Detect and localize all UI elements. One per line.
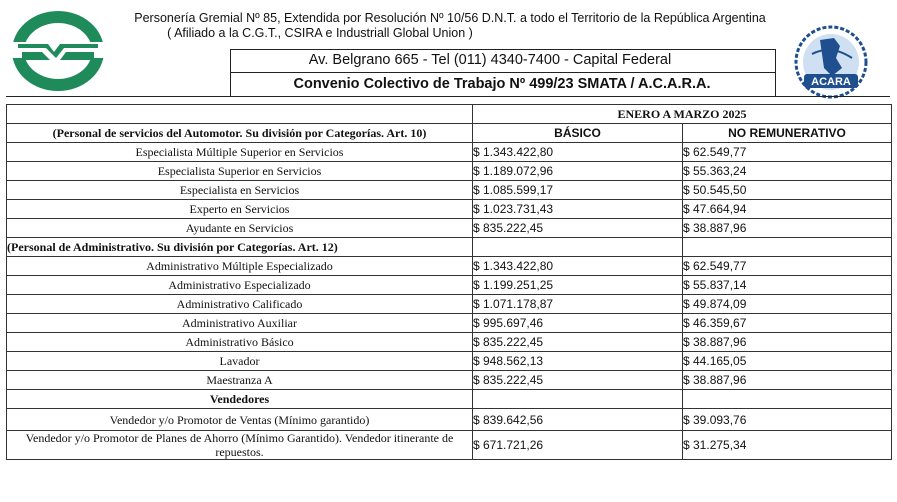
basico-cell: $ 835.222,45	[473, 333, 683, 352]
salary-table	[6, 104, 892, 460]
noremun-cell: $ 49.874,09	[683, 295, 892, 314]
table-row	[7, 181, 892, 200]
table-row	[7, 257, 892, 276]
basico-cell: $ 995.697,46	[473, 314, 683, 333]
col-basico-header: BÁSICO	[473, 124, 683, 143]
header-divider	[6, 96, 890, 97]
basico-cell: $ 671.721,26	[473, 431, 683, 460]
smata-logo	[8, 8, 108, 94]
table-row	[7, 200, 892, 219]
basico-cell: $ 1.071.178,87	[473, 295, 683, 314]
noremun-cell: $ 38.887,96	[683, 333, 892, 352]
section-admin-title: (Personal de Administrativo. Su división por Categorías. Art. 12)	[7, 238, 473, 257]
noremun-cell: $ 46.359,67	[683, 314, 892, 333]
category-cell: Maestranza A	[7, 371, 473, 390]
basico-cell: $ 1.189.072,96	[473, 162, 683, 181]
category-cell: Ayudante en Servicios	[7, 219, 473, 238]
noremun-cell: $ 39.093,76	[683, 409, 892, 431]
category-cell: Experto en Servicios	[7, 200, 473, 219]
table-row	[7, 333, 892, 352]
col-noremun-header: NO REMUNERATIVO	[683, 124, 892, 143]
category-cell: Especialista en Servicios	[7, 181, 473, 200]
basico-cell: $ 948.562,13	[473, 352, 683, 371]
basico-cell: $ 1.343.422,80	[473, 143, 683, 162]
category-cell: Lavador	[7, 352, 473, 371]
category-cell: Administrativo Auxiliar	[7, 314, 473, 333]
period-row	[7, 105, 892, 124]
noremun-cell: $ 62.549,77	[683, 143, 892, 162]
basico-cell: $ 1.023.731,43	[473, 200, 683, 219]
noremun-cell: $ 38.887,96	[683, 219, 892, 238]
section-row	[7, 390, 892, 409]
category-cell: Administrativo Calificado	[7, 295, 473, 314]
basico-cell: $ 1.085.599,17	[473, 181, 683, 200]
category-cell: Especialista Múltiple Superior en Servicios	[7, 143, 473, 162]
noremun-cell: $ 50.545,50	[683, 181, 892, 200]
acara-logo-text: ACARA	[811, 76, 851, 88]
section-sellers-title: Vendedores	[7, 390, 473, 409]
basico-cell: $ 835.222,45	[473, 371, 683, 390]
category-cell: Administrativo Básico	[7, 333, 473, 352]
header-line-1: Personería Gremial Nº 85, Extendida por Resolución Nº 10/56 D.N.T. a todo el Territorio de la República Argentina	[134, 11, 766, 25]
table-row	[7, 431, 892, 460]
table-row	[7, 295, 892, 314]
table-row	[7, 352, 892, 371]
category-cell: Administrativo Especializado	[7, 276, 473, 295]
column-header-row	[7, 124, 892, 143]
category-cell: Especialista Superior en Servicios	[7, 162, 473, 181]
table-row	[7, 162, 892, 181]
noremun-cell: $ 38.887,96	[683, 371, 892, 390]
category-cell: Vendedor y/o Promotor de Planes de Ahorro (Mínimo Garantido). Vendedor itinerante de repuestos.	[7, 431, 473, 460]
noremun-cell: $ 31.275,34	[683, 431, 892, 460]
table-row	[7, 219, 892, 238]
category-cell: Administrativo Múltiple Especializado	[7, 257, 473, 276]
noremun-cell: $ 55.363,24	[683, 162, 892, 181]
table-row	[7, 143, 892, 162]
basico-cell: $ 1.199.251,25	[473, 276, 683, 295]
header-line-2: ( Afiliado a la C.G.T., CSIRA e Industriall Global Union )	[167, 26, 473, 40]
section-row	[7, 238, 892, 257]
convenio-title: Convenio Colectivo de Trabajo Nº 499/23 SMATA / A.C.A.R.A.	[293, 76, 711, 92]
table-row	[7, 371, 892, 390]
table-row	[7, 409, 892, 431]
basico-cell: $ 835.222,45	[473, 219, 683, 238]
table-row	[7, 276, 892, 295]
noremun-cell: $ 44.165,05	[683, 352, 892, 371]
noremun-cell: $ 55.837,14	[683, 276, 892, 295]
basico-cell: $ 1.343.422,80	[473, 257, 683, 276]
address: Av. Belgrano 665 - Tel (011) 4340-7400 - Capital Federal	[308, 52, 672, 68]
category-cell: Vendedor y/o Promotor de Ventas (Mínimo garantido)	[7, 409, 473, 431]
noremun-cell: $ 47.664,94	[683, 200, 892, 219]
noremun-cell: $ 62.549,77	[683, 257, 892, 276]
table-row	[7, 314, 892, 333]
period-label: ENERO A MARZO 2025	[473, 105, 892, 124]
basico-cell: $ 839.642,56	[473, 409, 683, 431]
acara-logo	[782, 24, 880, 100]
section-services-title: (Personal de servicios del Automotor. Su división por Categorías. Art. 10)	[7, 124, 473, 143]
